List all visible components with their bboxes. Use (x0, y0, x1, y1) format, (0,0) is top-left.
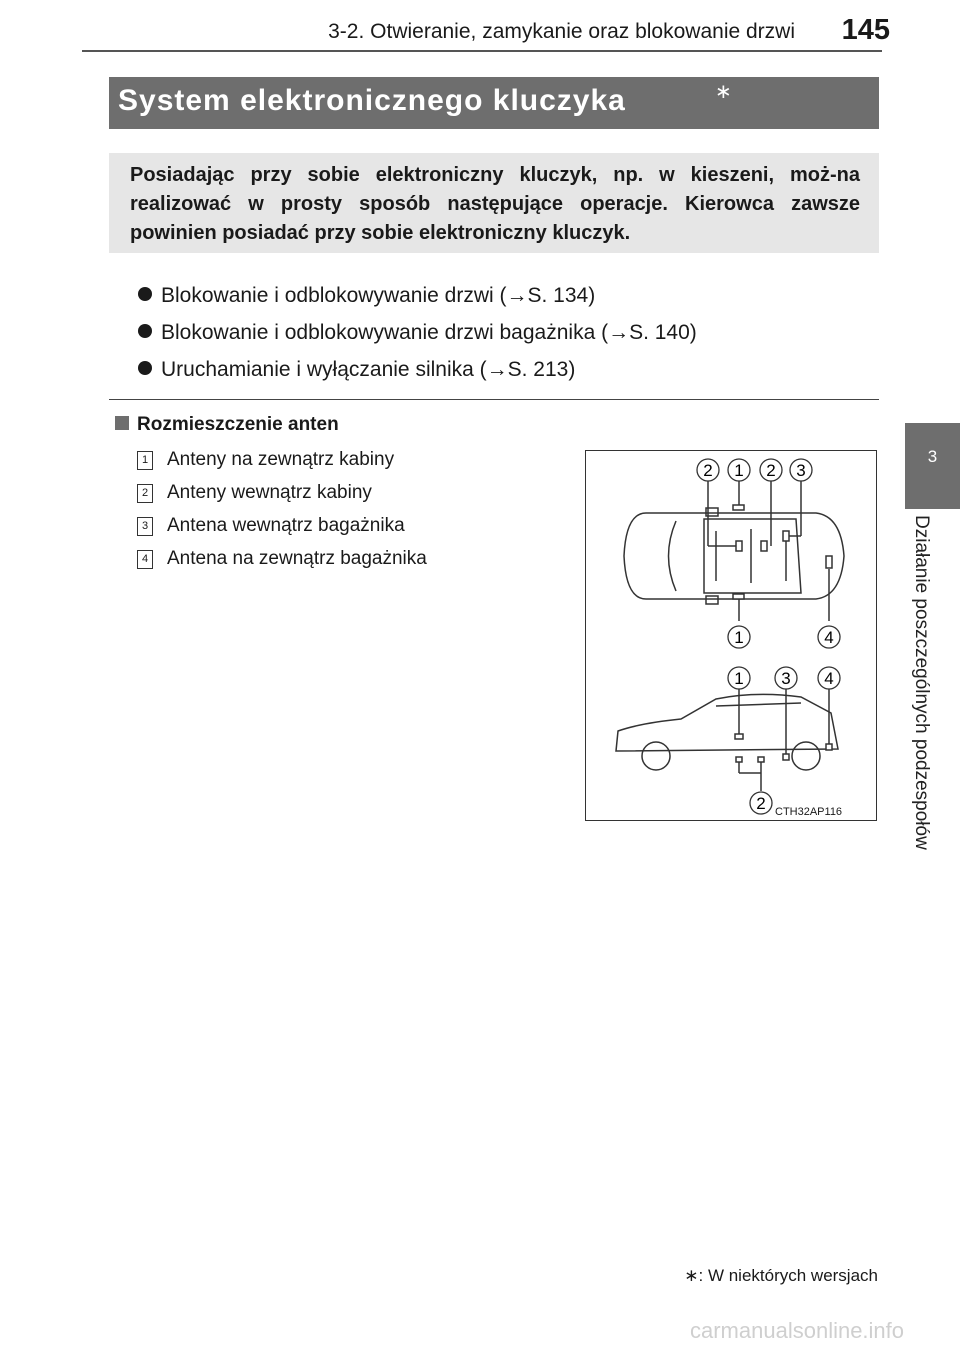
bullet-item: Blokowanie i odblokowywanie drzwi bagażnika (→S. 140) (138, 321, 697, 345)
callout-4-side (818, 667, 840, 689)
callout-1-bottom (728, 626, 750, 648)
svg-text:1: 1 (734, 461, 744, 480)
svg-text:2: 2 (703, 461, 713, 480)
bullet-icon (138, 361, 152, 375)
antenna-item: 2 Anteny wewnątrz kabiny (137, 482, 372, 504)
bullet-icon (138, 324, 152, 338)
bullet-icon (138, 287, 152, 301)
header-rule (82, 50, 882, 52)
antenna-location-figure (585, 450, 877, 821)
bullet-item: Blokowanie i odblokowywanie drzwi (→S. 134) (138, 284, 595, 308)
callout-2-top (697, 459, 719, 481)
footnote: ∗: W niektórych wersjach (684, 1266, 878, 1285)
subheading: Rozmieszczenie anten (115, 414, 339, 436)
svg-text:2: 2 (756, 794, 766, 813)
car-top-view-illustration (624, 508, 844, 604)
watermark: carmanualsonline.info (690, 1318, 905, 1343)
svg-text:2: 2 (766, 461, 776, 480)
page-number: 145 (841, 14, 890, 46)
chapter-side-label: Działanie poszczególnych podzespołów (911, 515, 932, 850)
callout-3-side (775, 667, 797, 689)
callout-1-side (728, 667, 750, 689)
svg-text:1: 1 (734, 669, 744, 688)
callout-1-top (728, 459, 750, 481)
car-side-view-illustration (616, 694, 838, 770)
antenna-item: 3 Antena wewnątrz bagażnika (137, 515, 405, 537)
chapter-number: 3 (927, 447, 938, 466)
page-title: System elektronicznego kluczyka (118, 84, 626, 117)
callout-3-top (790, 459, 812, 481)
side-view-callouts (728, 667, 840, 814)
square-bullet-icon (115, 416, 129, 430)
top-view-callouts (697, 459, 840, 648)
svg-text:4: 4 (824, 669, 834, 688)
bullet-item: Uruchamianie i wyłączanie silnika (→S. 213) (138, 358, 575, 382)
top-view-antennas (708, 481, 832, 621)
intro-text: Posiadając przy sobie elektroniczny kluczyk, np. w kieszeni, moż-na realizować w prosty sposób następujące operacje. Kierowca zawsze powinien posiadać przy sobie elektroniczny kluczyk. (130, 164, 860, 244)
svg-text:4: 4 (824, 628, 834, 647)
section-divider (109, 399, 879, 400)
car-diagram (586, 451, 876, 820)
antenna-item: 4 Antena na zewnątrz bagażnika (137, 548, 427, 570)
callout-4-bottom (818, 626, 840, 648)
svg-text:3: 3 (796, 461, 806, 480)
antenna-item: 1 Anteny na zewnątrz kabiny (137, 449, 394, 471)
callout-2b-top (760, 459, 782, 481)
svg-text:1: 1 (734, 628, 744, 647)
callout-2-side (750, 792, 772, 814)
svg-text:3: 3 (781, 669, 791, 688)
title-asterisk: ∗ (715, 81, 732, 103)
header-section-title: 3-2. Otwieranie, zamykanie oraz blokowanie drzwi (328, 20, 795, 43)
figure-code: CTH32AP116 (775, 806, 843, 818)
